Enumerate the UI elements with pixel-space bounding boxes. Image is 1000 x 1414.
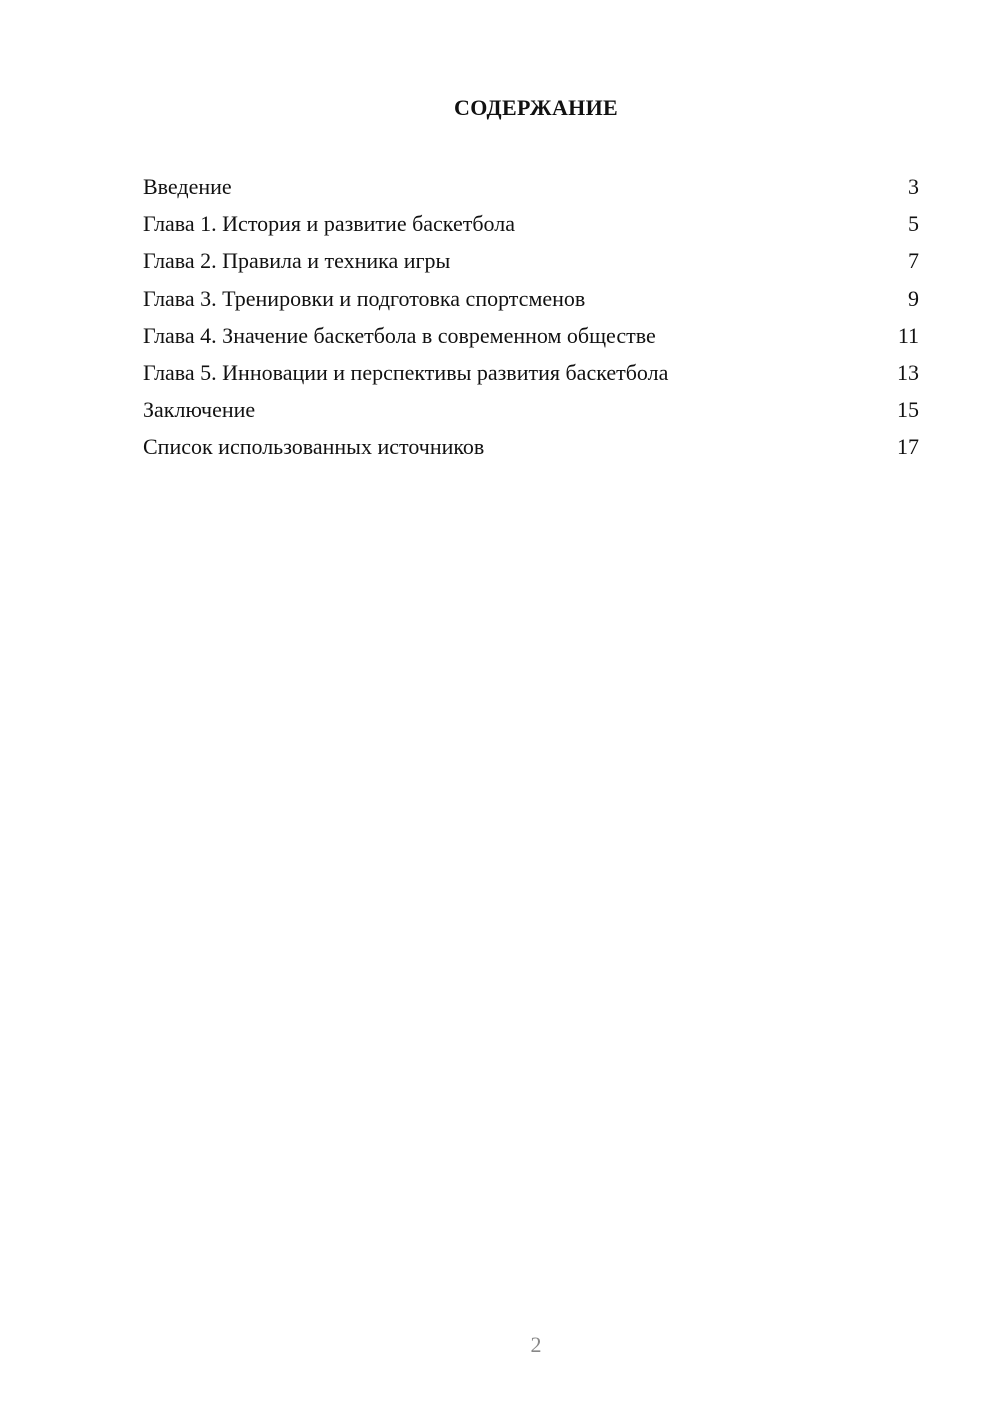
toc-entry-label: Список использованных источников <box>143 434 485 460</box>
toc-entry-references[interactable] <box>143 428 919 465</box>
toc-entry-label: Заключение <box>143 397 256 423</box>
toc-entry-chapter-4[interactable] <box>143 317 919 354</box>
toc-entry-label: Введение <box>143 174 232 199</box>
toc-entry-chapter-3[interactable] <box>143 280 919 317</box>
toc-entry-page: 11 <box>897 322 919 348</box>
toc-entry-chapter-1[interactable] <box>143 205 919 242</box>
page-title: СОДЕРЖАНИЕ <box>454 95 618 120</box>
toc-entry-page: 17 <box>897 434 919 460</box>
toc-entry-label: Глава 2. Правила и техника игры <box>143 248 451 274</box>
toc-entry-label: Глава 3. Тренировки и подготовка спортсменов <box>143 285 586 311</box>
toc-entry-chapter-5[interactable] <box>143 354 919 391</box>
toc-entry-page: 5 <box>908 211 919 237</box>
toc-entry-page: 15 <box>897 397 919 423</box>
toc-entry-page: 7 <box>908 248 919 274</box>
toc-entry-label: Глава 5. Инновации и перспективы развития баскетбола <box>143 359 669 385</box>
toc-entry-page: 3 <box>908 174 919 199</box>
toc-entry-page: 9 <box>908 285 919 311</box>
toc-entry-conclusion[interactable] <box>143 391 919 428</box>
toc-entry-introduction[interactable] <box>143 168 919 205</box>
toc-entry-chapter-2[interactable] <box>143 242 919 279</box>
toc-entry-page: 13 <box>897 359 919 385</box>
table-of-contents <box>143 168 919 466</box>
toc-entry-label: Глава 4. Значение баскетбола в современном обществе <box>143 322 656 348</box>
page-number: 2 <box>530 1332 542 1357</box>
toc-entry-label: Глава 1. История и развитие баскетбола <box>143 211 515 237</box>
